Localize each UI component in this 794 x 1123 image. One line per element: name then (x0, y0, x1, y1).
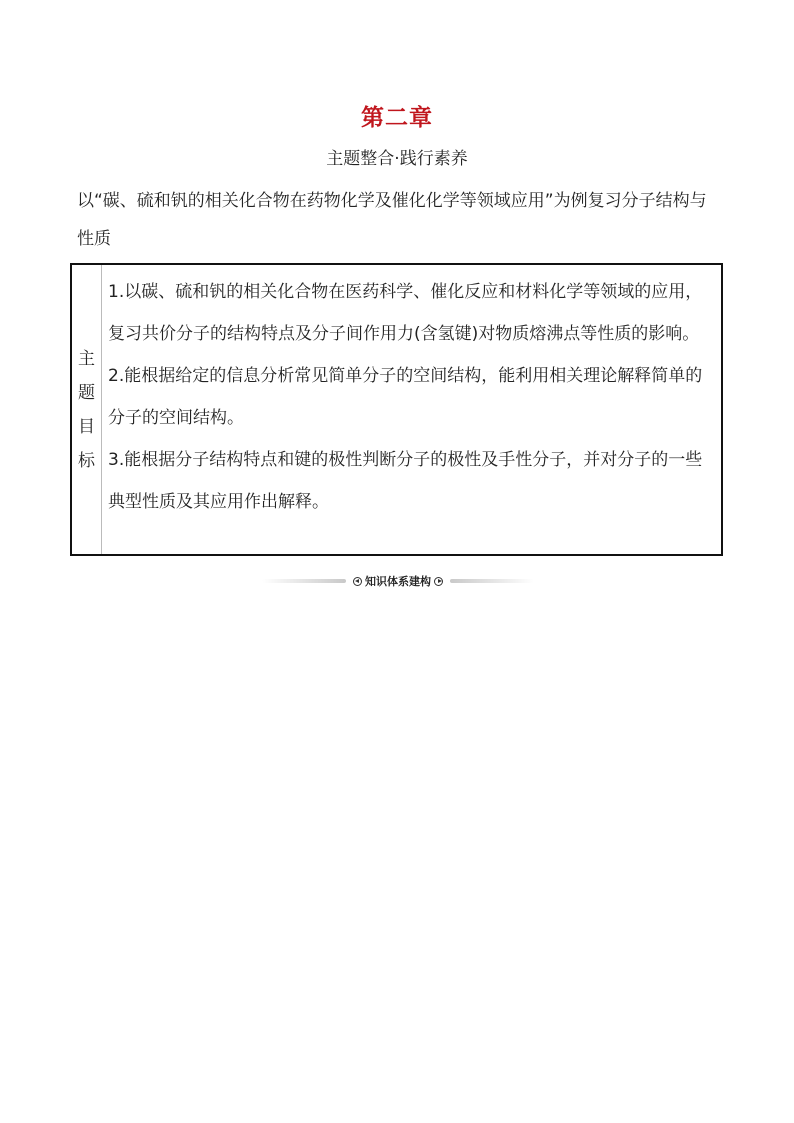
goal-item: 3.能根据分子结构特点和键的极性判断分子的极性及手性分子，并对分子的一些典型性质及其应用作出解释。 (108, 450, 703, 512)
goals-label-char: 目 (78, 416, 95, 437)
chapter-title: 第二章 (361, 105, 433, 131)
triangle-right-circle-icon (434, 577, 443, 586)
section-heading-text: 知识体系建构 (365, 575, 431, 588)
intro-paragraph: 以“碳、硫和钒的相关化合物在药物化学及催化化学等领域应用”为例复习分子结构与性质 (77, 191, 707, 249)
goals-label-char: 主 (78, 348, 95, 369)
goal-item: 2.能根据给定的信息分析常见简单分子的空间结构，能利用相关理论解释简单的分子的空间结构。 (108, 366, 703, 428)
section-heading-bar (262, 572, 534, 590)
divider-line (450, 579, 534, 583)
goals-content (102, 265, 721, 554)
goal-item: 1.以碳、硫和钒的相关化合物在医药科学、催化反应和材料化学等领域的应用，复习共价分子的结构特点及分子间作用力(含氢键)对物质熔沸点等性质的影响。 (108, 282, 703, 344)
goals-table (70, 263, 723, 556)
triangle-left-circle-icon (353, 577, 362, 586)
divider-line (262, 579, 346, 583)
goals-label-char: 标 (78, 450, 95, 471)
goals-label-char: 题 (78, 382, 95, 403)
page-subtitle: 主题整合·践行素养 (326, 149, 468, 169)
goals-label (72, 265, 102, 554)
section-heading (346, 573, 450, 589)
